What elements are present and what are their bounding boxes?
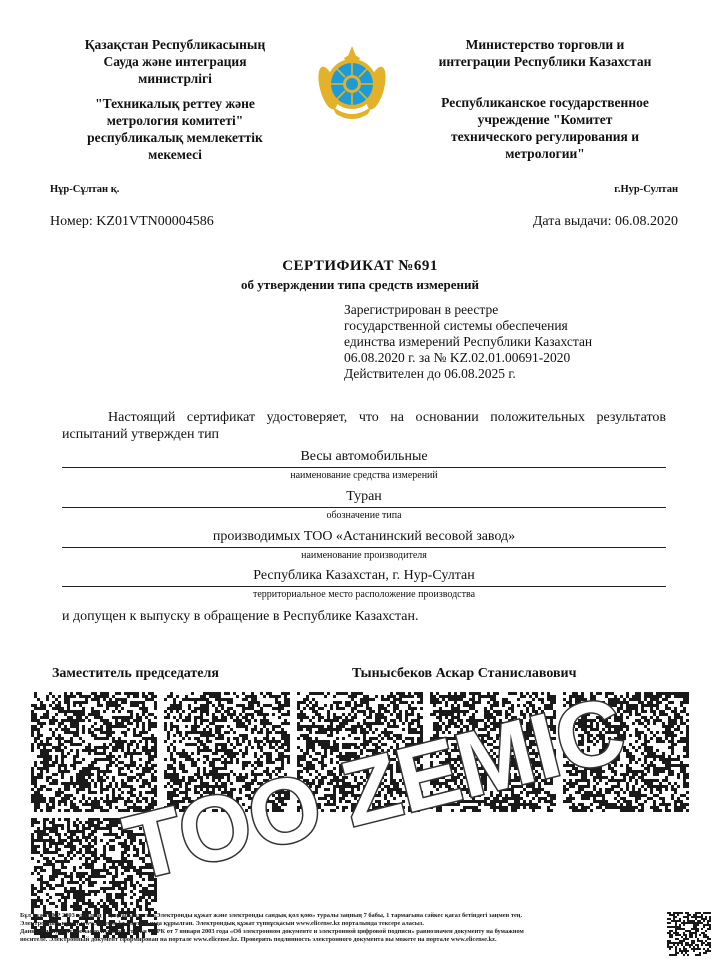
outro-text: и допущен к выпуску в обращение в Республике Казахстан. [62, 609, 419, 624]
header-right-line: интеграции Республики Казахстан [438, 54, 652, 69]
certificate-subtitle: об утверждении типа средств измерений [241, 277, 479, 292]
field-caption: наименование производителя [301, 550, 427, 561]
field-type-designation: Туран [346, 489, 382, 504]
state-emblem-icon [318, 44, 386, 122]
header-left-org-line: "Техникалық реттеу және [95, 96, 255, 111]
footer-line: Бұл құжат ҚР 2003 жылдың 7 қаңтарындағы «Электронды құжат және электронды сандық қол қою» туралы заңның 7 бабы, 1 тармағына сәйкес қағаз бетіндегі заңмен тең. [20, 912, 523, 919]
watermark [100, 660, 660, 890]
footer-line: Данный документ согласно пункту 1 статьи 7 ЗРК от 7 января 2003 года «Об электронном документе и электронной цифровой подписи» равнозначен документу на бумажном [20, 928, 524, 935]
signatory-position: Заместитель председателя [52, 666, 219, 681]
field-caption: обозначение типа [326, 510, 402, 521]
field-underline [62, 467, 666, 468]
footer-line: носителе. Электронный документ сформирован на портале www.elicense.kz. Проверить подлинность электронного документа вы можете на портале www.elicense.kz. [20, 936, 497, 943]
field-production-location: Республика Казахстан, г. Нур-Султан [253, 568, 475, 583]
header-right-org-line: Республиканское государственное [441, 95, 649, 110]
registration-line: 06.08.2020 г. за № KZ.02.01.00691-2020 [344, 350, 571, 365]
header-left-line: Сауда және интеграция [103, 54, 247, 69]
registration-line: Зарегистрирован в реестре [344, 302, 499, 317]
header-right-block [405, 36, 685, 162]
city-right: г.Нур-Султан [614, 184, 678, 195]
city-left: Нұр-Сұлтан қ. [50, 184, 120, 195]
watermark-text: TOO ZEMIC [115, 677, 635, 890]
footer-line: Электрондық құжат www.elicense.kz порталында құрылған. Электрондық құжат түпнұсқасын www.elicense.kz порталында тексере аласыз. [20, 920, 424, 927]
field-underline [62, 547, 666, 548]
header-left-org-line: мекемесі [148, 147, 202, 162]
header-left-block [40, 36, 310, 163]
header-left-org-line: республикалық мемлекеттік [87, 130, 263, 145]
header-left-line: Қазақстан Республикасының [84, 37, 266, 52]
field-underline [62, 507, 666, 508]
legal-footer [20, 912, 660, 944]
field-underline [62, 586, 666, 587]
registration-line: Действителен до 06.08.2025 г. [344, 366, 516, 381]
header-right-org-line: учреждение "Комитет [477, 112, 613, 127]
certificate-number: Номер: KZ01VTN00004586 [50, 214, 214, 229]
header-right-org-line: метрологии" [505, 146, 585, 161]
registration-block [344, 302, 684, 382]
registration-line: единства измерений Республики Казахстан [344, 334, 593, 349]
certificate-title: СЕРТИФИКАТ №691 [282, 258, 438, 274]
intro-paragraph [62, 409, 666, 443]
header-left-line: министрлігі [138, 71, 212, 86]
registration-line: государственной системы обеспечения [344, 318, 568, 333]
issue-date: Дата выдачи: 06.08.2020 [532, 214, 678, 229]
verification-qr-code [667, 912, 711, 956]
header-right-line: Министерство торговли и [465, 37, 625, 52]
field-caption: наименование средства измерений [290, 470, 438, 481]
field-instrument-name: Весы автомобильные [300, 449, 428, 464]
field-manufacturer: производимых ТОО «Астанинский весовой завод» [212, 529, 516, 544]
header-left-org-line: метрология комитеті" [106, 113, 244, 128]
intro-text: Настоящий сертификат удостоверяет, что на основании положительных результатов испытаний утвержден тип [62, 410, 666, 442]
header-right-org-line: технического регулирования и [450, 129, 640, 144]
field-caption: территориальное место расположение производства [252, 589, 476, 600]
signatory-name: Тынысбеков Аскар Станиславович [352, 666, 577, 681]
